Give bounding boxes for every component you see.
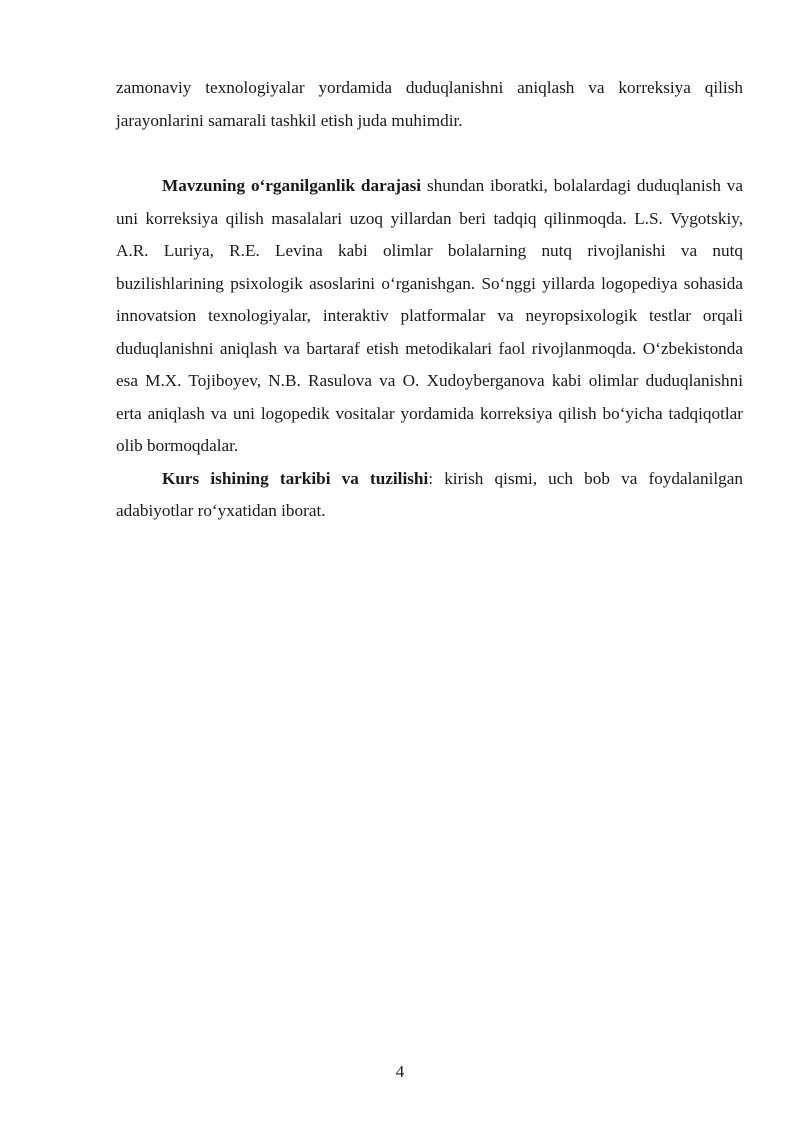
page-content xyxy=(116,72,743,528)
paragraph-structure xyxy=(116,463,743,528)
page-number: 4 xyxy=(395,1062,405,1081)
paragraph-gap xyxy=(116,137,743,170)
structure-heading: Kurs ishining tarkibi va tuzilishi xyxy=(162,468,429,488)
structure-text: : kirish qismi, uch bob va foydalanilgan adabiyotlar ro‘yxatidan iborat. xyxy=(116,468,744,520)
paragraph-continuation: zamonaviy texnologiyalar yordamida duduqlanishni aniqlash va korreksiya qilish jarayonlarini samarali tashkil etish juda muhimdir. xyxy=(116,78,743,130)
study-level-heading: Mavzuning o‘rganilganlik darajasi xyxy=(162,176,422,195)
paragraph-study-level xyxy=(116,170,743,463)
study-level-text: shundan iboratki, bolalardagi duduqlanish va uni korreksiya qilish masalalari uzoq yillardan beri tadqiq qilinmoqda. L.S. Vygotskiy, A.R. Luriya, R.E. Levina kabi olimlar bolalarning nutq rivojlanishi va nutq buzilishlarining psixologik asoslarini o‘rganishgan. So‘nggi yillarda logopediya sohasida innovatsion texnologiyalar, interaktiv platformalar va neyropsixologik testlar orqali duduqlanishni aniqlash va bartaraf etish metodikalari faol rivojlanmoqda. O‘zbekistonda esa M.X. Tojiboyev, N.B. Rasulova va O. Xudoyberganova kabi olimlar duduqlanishni erta aniqlash va uni logopedik vositalar yordamida korreksiya qilish bo‘yicha tadqiqotlar olib bormoqdalar. xyxy=(116,176,743,455)
